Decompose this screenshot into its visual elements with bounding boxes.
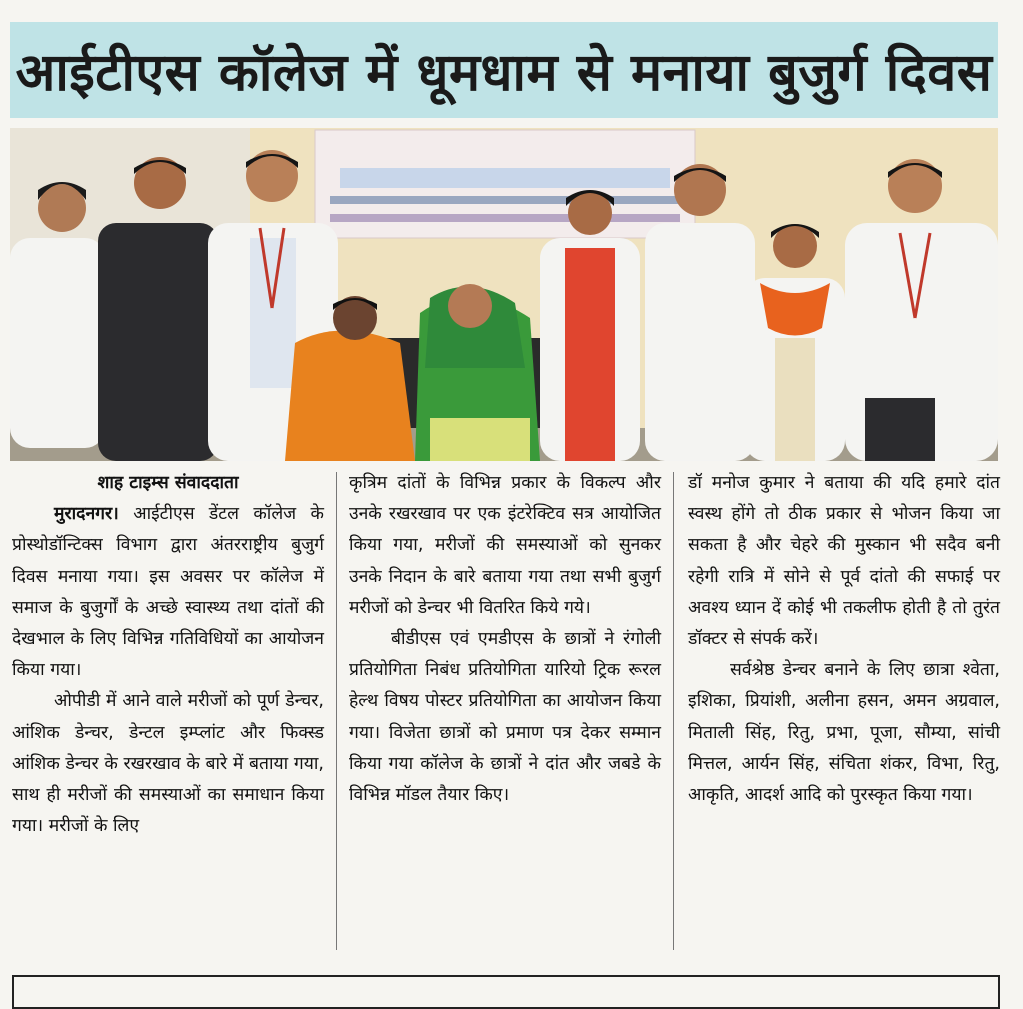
byline: शाह टाइम्स संवाददाता — [97, 473, 239, 493]
headline: आईटीएस कॉलेज में धूमधाम से मनाया बुजुर्ग दिवस — [10, 22, 998, 118]
paragraph: सर्वश्रेष्ठ डेन्चर बनाने के लिए छात्रा श्वेता, इशिका, प्रियांशी, अलीना हसन, अमन अग्रवाल, मिताली सिंह, रितु, प्रभा, पूजा, सौम्या, सांची मित्तल, आर्यन सिंह, संचिता शंकर, विभा, रितु, आकृति, आदर्श आदि को पुरस्कृत किया गया। — [688, 660, 1000, 806]
column-rule — [673, 472, 674, 950]
paragraph: डॉ मनोज कुमार ने बताया की यदि हमारे दांत स्वस्थ होंगे तो ठीक प्रकार से भोजन किया जा सकता है और चेहरे की मुस्कान भी सदैव बनी रहेगी रात्रि में सोने से पूर्व दांतो की सफाई पर अवश्य ध्यान दें कोई भी तकलीफ होती है तो तुरंत डॉक्टर से संपर्क करें। — [688, 473, 1000, 650]
paragraph: बीडीएस एवं एमडीएस के छात्रों ने रंगोली प्रतियोगिता निबंध प्रतियोगिता यारियो ट्रिक रूरल हेल्थ विषय पोस्टर प्रतियोगिता का आयोजन किया गया। विजेता छात्रों को प्रमाण पत्र देकर सम्मान किया गया कॉलेज के छात्रों ने दांत और जबडे के विभिन्न मॉडल तैयार किए। — [349, 629, 661, 806]
paragraph-text: आईटीएस डेंटल कॉलेज के प्रोस्थोडॉन्टिक्स विभाग द्वारा अंतरराष्ट्रीय बुजुर्ग दिवस मनाया गया। इस अवसर पर कॉलेज में समाज के बुजुर्गों के अच्छे स्वास्थ्य तथा दांतों की देखभाल के लिए विभिन्न गतिविधियों का आयोजन किया गया। — [12, 504, 324, 681]
news-photo — [10, 128, 998, 461]
paragraph: कृत्रिम दांतों के विभिन्न प्रकार के विकल्प और उनके रखरखाव पर एक इंटरेक्टिव सत्र आयोजित किया गया, मरीजों की समस्याओं को सुनकर उनके निदान के बारे बताया गया तथा सभी बुजुर्ग मरीजों को डेन्चर भी वितरित किये गये। — [349, 473, 661, 618]
dateline: मुरादनगर। — [54, 504, 119, 525]
next-article-border — [12, 975, 1000, 1009]
article-column-3 — [688, 468, 1000, 811]
paragraph — [12, 499, 324, 686]
column-rule — [336, 472, 337, 950]
article-column-2 — [349, 468, 661, 811]
paragraph: ओपीडी में आने वाले मरीजों को पूर्ण डेन्चर, आंशिक डेन्चर, डेन्टल इम्प्लांट और फिक्स्ड आंशिक डेन्चर के रखरखाव के बारे में बताया गया, साथ ही मरीजों की समस्याओं का समाधान किया गया। मरीजों के लिए — [12, 691, 324, 837]
article-column-1 — [12, 468, 324, 842]
